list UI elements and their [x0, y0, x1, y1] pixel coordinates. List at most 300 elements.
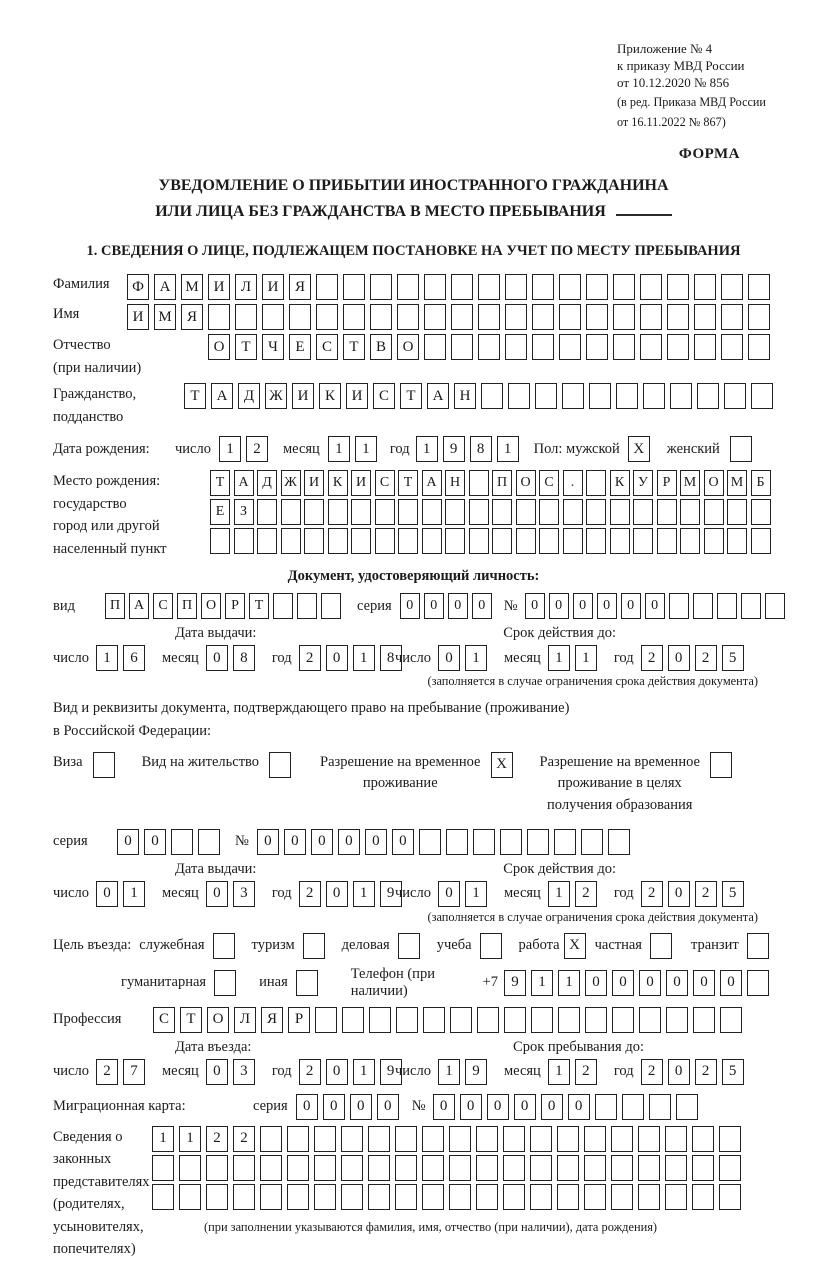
form-cell[interactable]: [93, 752, 115, 778]
form-cell[interactable]: [667, 274, 689, 300]
form-cell[interactable]: О: [207, 1007, 229, 1033]
form-cell[interactable]: 5: [722, 1059, 744, 1085]
form-cell[interactable]: Д: [238, 383, 260, 409]
form-cell[interactable]: Р: [657, 470, 677, 496]
form-cell[interactable]: [563, 528, 583, 554]
form-cell[interactable]: 0: [365, 829, 387, 855]
form-cell[interactable]: [710, 752, 732, 778]
form-cell[interactable]: [289, 304, 311, 330]
form-cell[interactable]: А: [154, 274, 176, 300]
form-cell[interactable]: [558, 1007, 580, 1033]
form-cell[interactable]: 5: [722, 881, 744, 907]
form-cell[interactable]: [179, 1184, 201, 1210]
form-cell[interactable]: Л: [235, 274, 257, 300]
form-cell[interactable]: [719, 1184, 741, 1210]
form-cell[interactable]: [692, 1184, 714, 1210]
form-cell[interactable]: [657, 499, 677, 525]
form-cell[interactable]: [531, 1007, 553, 1033]
form-cell[interactable]: Б: [751, 470, 771, 496]
form-cell[interactable]: Т: [235, 334, 257, 360]
form-cell[interactable]: М: [154, 304, 176, 330]
form-cell[interactable]: [316, 304, 338, 330]
form-cell[interactable]: 2: [206, 1126, 228, 1152]
form-cell[interactable]: Д: [257, 470, 277, 496]
form-cell[interactable]: [370, 274, 392, 300]
form-cell[interactable]: [477, 1007, 499, 1033]
form-cell[interactable]: [530, 1155, 552, 1181]
form-cell[interactable]: [616, 383, 638, 409]
form-cell[interactable]: [504, 1007, 526, 1033]
form-cell[interactable]: [451, 304, 473, 330]
form-cell[interactable]: [721, 334, 743, 360]
form-cell[interactable]: П: [105, 593, 125, 619]
form-cell[interactable]: И: [208, 274, 230, 300]
form-cell[interactable]: 0: [400, 593, 420, 619]
form-cell[interactable]: [665, 1184, 687, 1210]
form-cell[interactable]: [269, 752, 291, 778]
form-cell[interactable]: [589, 383, 611, 409]
form-cell[interactable]: Р: [225, 593, 245, 619]
form-cell[interactable]: 0: [460, 1094, 482, 1120]
form-cell[interactable]: 0: [433, 1094, 455, 1120]
form-cell[interactable]: [610, 528, 630, 554]
form-cell[interactable]: [341, 1155, 363, 1181]
form-cell[interactable]: [422, 528, 442, 554]
form-cell[interactable]: [557, 1126, 579, 1152]
form-cell[interactable]: X: [491, 752, 513, 778]
form-cell[interactable]: К: [319, 383, 341, 409]
form-cell[interactable]: [559, 334, 581, 360]
form-cell[interactable]: [505, 304, 527, 330]
form-cell[interactable]: 0: [326, 881, 348, 907]
form-cell[interactable]: [296, 970, 318, 996]
form-cell[interactable]: 0: [117, 829, 139, 855]
form-cell[interactable]: 2: [641, 645, 663, 671]
form-cell[interactable]: [473, 829, 495, 855]
form-cell[interactable]: [233, 1184, 255, 1210]
form-cell[interactable]: [720, 1007, 742, 1033]
form-cell[interactable]: [481, 383, 503, 409]
form-cell[interactable]: [667, 334, 689, 360]
form-cell[interactable]: [692, 1126, 714, 1152]
form-cell[interactable]: Т: [400, 383, 422, 409]
form-cell[interactable]: 2: [695, 881, 717, 907]
form-cell[interactable]: [257, 528, 277, 554]
form-cell[interactable]: [343, 304, 365, 330]
form-cell[interactable]: [419, 829, 441, 855]
form-cell[interactable]: О: [201, 593, 221, 619]
form-cell[interactable]: О: [704, 470, 724, 496]
form-cell[interactable]: 0: [323, 1094, 345, 1120]
form-cell[interactable]: [397, 274, 419, 300]
form-cell[interactable]: 9: [380, 1059, 402, 1085]
form-cell[interactable]: [262, 304, 284, 330]
form-cell[interactable]: 9: [443, 436, 465, 462]
form-cell[interactable]: [622, 1094, 644, 1120]
form-cell[interactable]: [638, 1155, 660, 1181]
form-cell[interactable]: 0: [144, 829, 166, 855]
form-cell[interactable]: 0: [296, 1094, 318, 1120]
form-cell[interactable]: [304, 528, 324, 554]
form-cell[interactable]: [562, 383, 584, 409]
form-cell[interactable]: П: [177, 593, 197, 619]
form-cell[interactable]: 1: [353, 1059, 375, 1085]
form-cell[interactable]: [314, 1126, 336, 1152]
form-cell[interactable]: [539, 528, 559, 554]
form-cell[interactable]: Т: [249, 593, 269, 619]
form-cell[interactable]: 8: [233, 645, 255, 671]
form-cell[interactable]: И: [292, 383, 314, 409]
form-cell[interactable]: Я: [261, 1007, 283, 1033]
form-cell[interactable]: [719, 1126, 741, 1152]
form-cell[interactable]: Н: [445, 470, 465, 496]
form-cell[interactable]: [422, 499, 442, 525]
form-cell[interactable]: Я: [289, 274, 311, 300]
form-cell[interactable]: [765, 593, 785, 619]
form-cell[interactable]: [666, 1007, 688, 1033]
form-cell[interactable]: 0: [612, 970, 634, 996]
form-cell[interactable]: [554, 829, 576, 855]
form-cell[interactable]: [640, 274, 662, 300]
form-cell[interactable]: 1: [152, 1126, 174, 1152]
form-cell[interactable]: [351, 499, 371, 525]
form-cell[interactable]: [719, 1155, 741, 1181]
form-cell[interactable]: 0: [424, 593, 444, 619]
form-cell[interactable]: [639, 1007, 661, 1033]
form-cell[interactable]: 0: [392, 829, 414, 855]
form-cell[interactable]: [532, 304, 554, 330]
form-cell[interactable]: [476, 1184, 498, 1210]
form-cell[interactable]: [704, 528, 724, 554]
form-cell[interactable]: 0: [720, 970, 742, 996]
form-cell[interactable]: 5: [722, 645, 744, 671]
form-cell[interactable]: Ж: [281, 470, 301, 496]
form-cell[interactable]: [693, 1007, 715, 1033]
form-cell[interactable]: [649, 1094, 671, 1120]
form-cell[interactable]: [595, 1094, 617, 1120]
form-cell[interactable]: 2: [575, 1059, 597, 1085]
form-cell[interactable]: 2: [299, 1059, 321, 1085]
form-cell[interactable]: [500, 829, 522, 855]
form-cell[interactable]: [478, 274, 500, 300]
form-cell[interactable]: 9: [380, 881, 402, 907]
form-cell[interactable]: [503, 1126, 525, 1152]
form-cell[interactable]: [314, 1184, 336, 1210]
form-cell[interactable]: А: [129, 593, 149, 619]
form-cell[interactable]: [586, 470, 606, 496]
form-cell[interactable]: И: [127, 304, 149, 330]
form-cell[interactable]: 1: [438, 1059, 460, 1085]
form-cell[interactable]: [478, 304, 500, 330]
form-cell[interactable]: [748, 274, 770, 300]
form-cell[interactable]: 1: [465, 881, 487, 907]
form-cell[interactable]: [508, 383, 530, 409]
form-cell[interactable]: 8: [470, 436, 492, 462]
form-cell[interactable]: 0: [668, 1059, 690, 1085]
form-cell[interactable]: 0: [693, 970, 715, 996]
form-cell[interactable]: [395, 1126, 417, 1152]
form-cell[interactable]: О: [208, 334, 230, 360]
form-cell[interactable]: [398, 933, 420, 959]
form-cell[interactable]: [532, 274, 554, 300]
form-cell[interactable]: [257, 499, 277, 525]
form-cell[interactable]: [423, 1007, 445, 1033]
form-cell[interactable]: 2: [695, 1059, 717, 1085]
form-cell[interactable]: [563, 499, 583, 525]
form-cell[interactable]: [676, 1094, 698, 1120]
form-cell[interactable]: 1: [355, 436, 377, 462]
form-cell[interactable]: [530, 1126, 552, 1152]
form-cell[interactable]: А: [422, 470, 442, 496]
form-cell[interactable]: [424, 274, 446, 300]
form-cell[interactable]: [586, 304, 608, 330]
form-cell[interactable]: С: [373, 383, 395, 409]
form-cell[interactable]: 1: [219, 436, 241, 462]
form-cell[interactable]: С: [153, 1007, 175, 1033]
form-cell[interactable]: [503, 1184, 525, 1210]
form-cell[interactable]: [208, 304, 230, 330]
form-cell[interactable]: 2: [695, 645, 717, 671]
form-cell[interactable]: С: [375, 470, 395, 496]
form-cell[interactable]: И: [351, 470, 371, 496]
form-cell[interactable]: [643, 383, 665, 409]
form-cell[interactable]: 2: [299, 645, 321, 671]
form-cell[interactable]: [260, 1184, 282, 1210]
form-cell[interactable]: [741, 593, 761, 619]
form-cell[interactable]: [476, 1126, 498, 1152]
form-cell[interactable]: [586, 499, 606, 525]
form-cell[interactable]: С: [316, 334, 338, 360]
form-cell[interactable]: [492, 528, 512, 554]
form-cell[interactable]: [395, 1184, 417, 1210]
form-cell[interactable]: [446, 829, 468, 855]
form-cell[interactable]: [422, 1155, 444, 1181]
form-cell[interactable]: [633, 528, 653, 554]
form-cell[interactable]: Т: [184, 383, 206, 409]
form-cell[interactable]: [214, 970, 236, 996]
form-cell[interactable]: [422, 1184, 444, 1210]
form-cell[interactable]: 0: [438, 645, 460, 671]
form-cell[interactable]: [557, 1184, 579, 1210]
form-cell[interactable]: О: [397, 334, 419, 360]
form-cell[interactable]: [351, 528, 371, 554]
form-cell[interactable]: [613, 274, 635, 300]
form-cell[interactable]: 0: [438, 881, 460, 907]
form-cell[interactable]: 1: [123, 881, 145, 907]
form-cell[interactable]: [559, 304, 581, 330]
form-cell[interactable]: 6: [123, 645, 145, 671]
form-cell[interactable]: [152, 1155, 174, 1181]
form-cell[interactable]: М: [680, 470, 700, 496]
form-cell[interactable]: 0: [645, 593, 665, 619]
form-cell[interactable]: [368, 1184, 390, 1210]
form-cell[interactable]: [584, 1155, 606, 1181]
form-cell[interactable]: 0: [487, 1094, 509, 1120]
form-cell[interactable]: 0: [472, 593, 492, 619]
form-cell[interactable]: [751, 499, 771, 525]
form-cell[interactable]: [751, 383, 773, 409]
form-cell[interactable]: [613, 304, 635, 330]
form-cell[interactable]: 0: [525, 593, 545, 619]
form-cell[interactable]: 0: [377, 1094, 399, 1120]
form-cell[interactable]: Н: [454, 383, 476, 409]
form-cell[interactable]: 1: [353, 645, 375, 671]
form-cell[interactable]: 0: [206, 645, 228, 671]
form-cell[interactable]: [234, 528, 254, 554]
form-cell[interactable]: [721, 304, 743, 330]
form-cell[interactable]: [611, 1184, 633, 1210]
form-cell[interactable]: [206, 1184, 228, 1210]
form-cell[interactable]: [422, 1126, 444, 1152]
form-cell[interactable]: [369, 1007, 391, 1033]
form-cell[interactable]: 0: [338, 829, 360, 855]
form-cell[interactable]: [530, 1184, 552, 1210]
form-cell[interactable]: [273, 593, 293, 619]
form-cell[interactable]: X: [564, 933, 586, 959]
form-cell[interactable]: 1: [96, 645, 118, 671]
form-cell[interactable]: 7: [123, 1059, 145, 1085]
form-cell[interactable]: [287, 1184, 309, 1210]
form-cell[interactable]: [297, 593, 317, 619]
form-cell[interactable]: [747, 970, 769, 996]
form-cell[interactable]: [210, 528, 230, 554]
form-cell[interactable]: [581, 829, 603, 855]
form-cell[interactable]: 1: [575, 645, 597, 671]
form-cell[interactable]: [585, 1007, 607, 1033]
form-cell[interactable]: [287, 1155, 309, 1181]
form-cell[interactable]: Т: [343, 334, 365, 360]
form-cell[interactable]: 2: [96, 1059, 118, 1085]
form-cell[interactable]: [368, 1155, 390, 1181]
form-cell[interactable]: [670, 383, 692, 409]
form-cell[interactable]: X: [628, 436, 650, 462]
form-cell[interactable]: 1: [558, 970, 580, 996]
form-cell[interactable]: [680, 528, 700, 554]
form-cell[interactable]: [213, 933, 235, 959]
form-cell[interactable]: [650, 933, 672, 959]
form-cell[interactable]: [235, 304, 257, 330]
form-cell[interactable]: 1: [179, 1126, 201, 1152]
form-cell[interactable]: Л: [234, 1007, 256, 1033]
form-cell[interactable]: 1: [353, 881, 375, 907]
form-cell[interactable]: [260, 1155, 282, 1181]
form-cell[interactable]: К: [328, 470, 348, 496]
form-cell[interactable]: [281, 528, 301, 554]
form-cell[interactable]: 1: [548, 1059, 570, 1085]
form-cell[interactable]: [342, 1007, 364, 1033]
form-cell[interactable]: [281, 499, 301, 525]
form-cell[interactable]: [396, 1007, 418, 1033]
form-cell[interactable]: [721, 274, 743, 300]
form-cell[interactable]: .: [563, 470, 583, 496]
form-cell[interactable]: [697, 383, 719, 409]
form-cell[interactable]: [469, 499, 489, 525]
form-cell[interactable]: 0: [668, 645, 690, 671]
form-cell[interactable]: [424, 334, 446, 360]
form-cell[interactable]: [611, 1155, 633, 1181]
form-cell[interactable]: 2: [641, 881, 663, 907]
form-cell[interactable]: Т: [398, 470, 418, 496]
form-cell[interactable]: [398, 499, 418, 525]
form-cell[interactable]: 9: [465, 1059, 487, 1085]
form-cell[interactable]: [680, 499, 700, 525]
form-cell[interactable]: К: [610, 470, 630, 496]
form-cell[interactable]: [693, 593, 713, 619]
form-cell[interactable]: [179, 1155, 201, 1181]
form-cell[interactable]: [727, 528, 747, 554]
form-cell[interactable]: [584, 1184, 606, 1210]
form-cell[interactable]: 8: [380, 645, 402, 671]
form-cell[interactable]: [633, 499, 653, 525]
form-cell[interactable]: 0: [668, 881, 690, 907]
form-cell[interactable]: [694, 274, 716, 300]
form-cell[interactable]: 1: [548, 645, 570, 671]
form-cell[interactable]: [395, 1155, 417, 1181]
form-cell[interactable]: 1: [465, 645, 487, 671]
form-cell[interactable]: [343, 274, 365, 300]
form-cell[interactable]: 0: [549, 593, 569, 619]
form-cell[interactable]: 2: [575, 881, 597, 907]
form-cell[interactable]: [451, 274, 473, 300]
form-cell[interactable]: 0: [206, 1059, 228, 1085]
form-cell[interactable]: 1: [497, 436, 519, 462]
form-cell[interactable]: [314, 1155, 336, 1181]
form-cell[interactable]: [505, 334, 527, 360]
form-cell[interactable]: 9: [504, 970, 526, 996]
form-cell[interactable]: П: [492, 470, 512, 496]
form-cell[interactable]: [667, 304, 689, 330]
form-cell[interactable]: [748, 334, 770, 360]
form-cell[interactable]: [692, 1155, 714, 1181]
form-cell[interactable]: [657, 528, 677, 554]
form-cell[interactable]: [516, 499, 536, 525]
form-cell[interactable]: И: [346, 383, 368, 409]
form-cell[interactable]: [539, 499, 559, 525]
form-cell[interactable]: 2: [299, 881, 321, 907]
form-cell[interactable]: [328, 528, 348, 554]
form-cell[interactable]: [397, 304, 419, 330]
form-cell[interactable]: И: [304, 470, 324, 496]
form-cell[interactable]: [445, 499, 465, 525]
form-cell[interactable]: А: [211, 383, 233, 409]
form-cell[interactable]: [505, 274, 527, 300]
form-cell[interactable]: [611, 1126, 633, 1152]
form-cell[interactable]: [198, 829, 220, 855]
form-cell[interactable]: [375, 499, 395, 525]
form-cell[interactable]: 0: [541, 1094, 563, 1120]
form-cell[interactable]: [304, 499, 324, 525]
form-cell[interactable]: [469, 528, 489, 554]
form-cell[interactable]: [608, 829, 630, 855]
form-cell[interactable]: [233, 1155, 255, 1181]
form-cell[interactable]: [260, 1126, 282, 1152]
form-cell[interactable]: [370, 304, 392, 330]
form-cell[interactable]: [584, 1126, 606, 1152]
form-cell[interactable]: 0: [257, 829, 279, 855]
form-cell[interactable]: [424, 304, 446, 330]
form-cell[interactable]: [303, 933, 325, 959]
form-cell[interactable]: Т: [180, 1007, 202, 1033]
form-cell[interactable]: 0: [514, 1094, 536, 1120]
form-cell[interactable]: [445, 528, 465, 554]
form-cell[interactable]: [586, 274, 608, 300]
form-cell[interactable]: З: [234, 499, 254, 525]
form-cell[interactable]: [586, 334, 608, 360]
form-cell[interactable]: [559, 274, 581, 300]
form-cell[interactable]: Ч: [262, 334, 284, 360]
form-cell[interactable]: [586, 528, 606, 554]
form-cell[interactable]: С: [153, 593, 173, 619]
